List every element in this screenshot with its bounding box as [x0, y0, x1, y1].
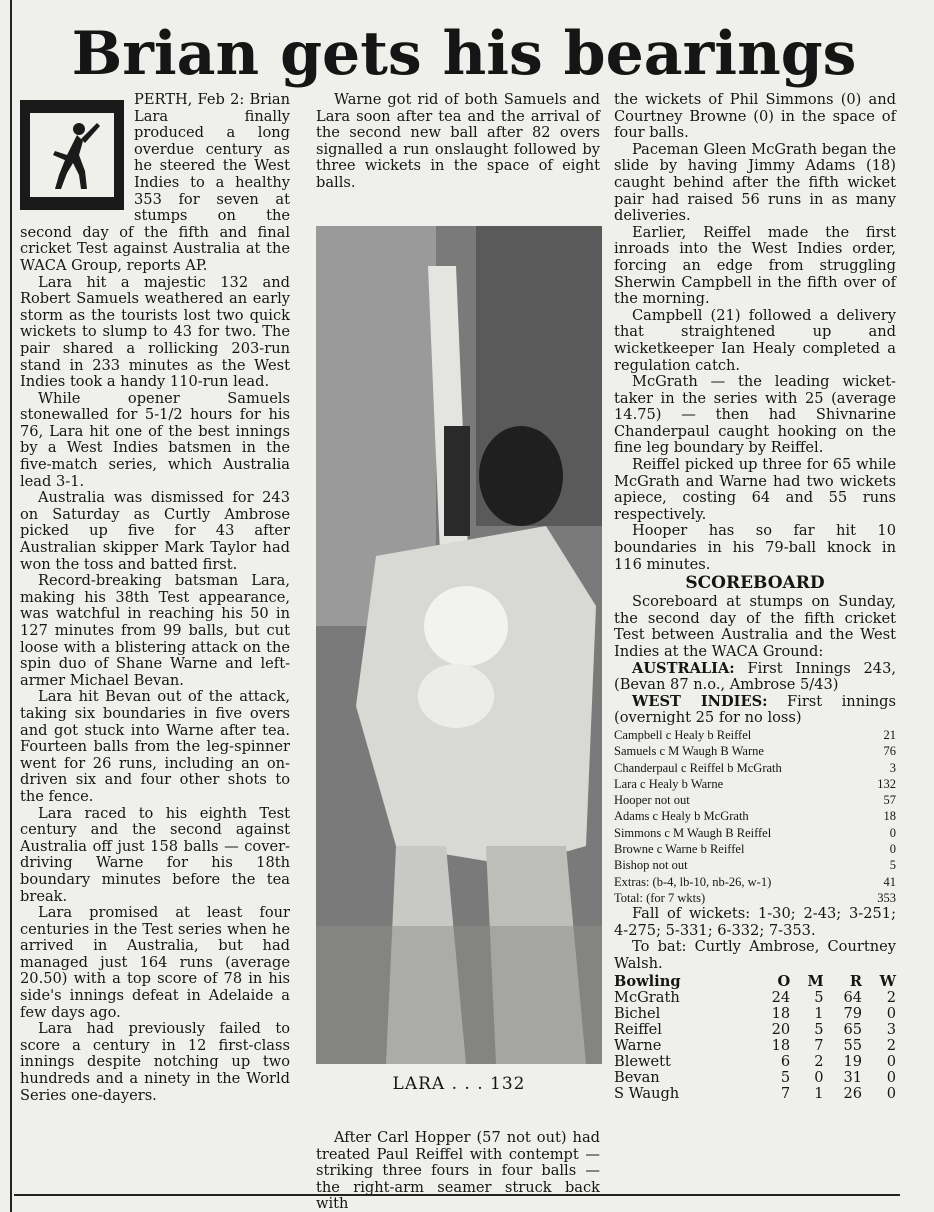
batsman-runs: 18 [883, 809, 896, 824]
bowling-row [614, 1006, 896, 1022]
west-indies-summary: First innings (overnight 25 for no loss) [614, 692, 896, 727]
scoreboard-title: SCOREBOARD [685, 573, 825, 594]
batting-row [614, 808, 896, 824]
bowler-wickets: 3 [886, 1020, 896, 1038]
article-paragraph: Australia was dismissed for 243 on Saturday as Curtly Ambrose picked up five for 43 after Australian skipper Mark Taylor had won the toss and batted first. [20, 489, 290, 573]
australia-summary: First Innings 243, (Bevan 87 n.o., Ambrose 5/43) [614, 659, 896, 694]
bowler-wickets: 0 [886, 1084, 896, 1102]
bowling-header-row [614, 974, 896, 990]
article-paragraph: Lara hit a majestic 132 and Robert Samuels weathered an early storm as the tourists lost two quick wickets to slump to 43 for two. The pair shared a rollicking 203-run stand in 233 minutes as the West Indies took a handy 110-run lead. [20, 273, 290, 391]
bowler-maidens: 5 [814, 1020, 824, 1038]
article-paragraph: McGrath — the leading wicket-taker in the series with 25 (average 14.75) — then had Shivnarine Chanderpaul caught hooking on the fine leg boundary by Reiffel. [614, 373, 896, 457]
batting-row [614, 776, 896, 792]
bowler-runs: 55 [843, 1036, 863, 1054]
bowler-maidens: 5 [814, 988, 824, 1006]
batting-row [614, 792, 896, 808]
bowler-name: Reiffel [614, 1020, 662, 1038]
batting-row [614, 890, 896, 906]
bowler-name: Bichel [614, 1004, 661, 1022]
article-paragraph: Lara hit Bevan out of the attack, taking six boundaries in five overs and got stuck into Warne after tea. Fourteen balls from the leg-spinner went for 26 runs, including an on-driven six and four other shots to the fence. [20, 688, 290, 805]
extras-runs: 41 [883, 874, 896, 889]
bowler-wickets: 0 [886, 1004, 896, 1022]
total-runs: 353 [877, 890, 896, 905]
bowling-row [614, 1038, 896, 1054]
batting-row [614, 743, 896, 759]
batting-row [614, 874, 896, 890]
batsman-runs: 0 [889, 825, 896, 840]
article-paragraph: Reiffel picked up three for 65 while McGrath and Warne had two wickets apiece, costing 64 and 55 runs respectively. [614, 456, 896, 523]
batsman-entry: Samuels c M Waugh B Warne [614, 744, 764, 759]
bowler-overs: 7 [780, 1084, 791, 1102]
batsman-runs: 5 [889, 858, 896, 873]
photo-caption: LARA . . . 132 [392, 1074, 526, 1094]
batsman-entry: Lara c Healy b Warne [614, 776, 724, 791]
bowler-runs: 64 [843, 988, 863, 1006]
bowler-overs: 6 [780, 1052, 791, 1070]
australia-label: AUSTRALIA: [632, 659, 735, 677]
batsman-entry: Adams c Healy b McGrath [614, 809, 749, 824]
australia-innings [614, 661, 896, 694]
article-column-3 [614, 92, 896, 1102]
bowler-name: Blewett [614, 1052, 671, 1070]
lara-batting-photo [316, 226, 602, 1064]
bowling-row [614, 1022, 896, 1038]
fall-of-wickets: Fall of wickets: 1-30; 2-43; 3-251; 4-275; 5-331; 6-332; 7-353. [614, 905, 896, 939]
article-paragraph: Record-breaking batsman Lara, making his 38th Test appearance, was watchful in reaching his 50 in 127 minutes from 99 balls, but cut loose with a blistering attack on the spin duo of Shane Warne and left-armer Michael Bevan. [20, 572, 290, 689]
bowling-header-name: Bowling [614, 972, 681, 990]
batsman-entry: Browne c Warne b Reiffel [614, 842, 745, 857]
article-paragraph: Warne got rid of both Samuels and Lara soon after tea and the arrival of the second new ball after 82 overs signalled a run onslaught followed by three wickets in the space of eight balls. [316, 91, 600, 191]
batting-scorecard [614, 727, 896, 906]
bowler-wickets: 0 [886, 1068, 896, 1086]
bowler-runs: 65 [843, 1020, 863, 1038]
bowling-row [614, 1054, 896, 1070]
bowler-maidens: 7 [814, 1036, 824, 1054]
article-paragraph: PERTH, Feb 2: Brian Lara finally produced a long overdue century as he steered the West Indies to a healthy 353 for seven at stumps on the second day of the fifth and final cricket Test against Australia at the WACA Group, reports AP. [20, 91, 290, 274]
batsman-runs: 76 [883, 744, 896, 759]
article-paragraph: After Carl Hopper (57 not out) had treated Paul Reiffel with contempt — striking three fours in four balls — the right-arm seamer struck back with [316, 1129, 600, 1212]
bowler-name: S Waugh [614, 1084, 680, 1102]
batsman-runs: 3 [889, 760, 896, 775]
bowler-overs: 18 [771, 1004, 791, 1022]
bowler-maidens: 2 [814, 1052, 824, 1070]
bowling-header-wickets: W [879, 972, 896, 990]
article-paragraph: Lara raced to his eighth Test century and the second against Australia off just 158 balls — cover-driving Warne for his 18th boundary minutes before the tea break. [20, 804, 290, 905]
bowler-name: Bevan [614, 1068, 660, 1086]
headline: Brian gets his bearings [71, 19, 857, 89]
article-column-2-bottom [316, 1130, 600, 1212]
batting-row [614, 760, 896, 776]
bowler-wickets: 2 [886, 988, 896, 1006]
west-indies-label: WEST INDIES: [632, 692, 768, 710]
bowler-name: McGrath [614, 988, 680, 1006]
bowling-row [614, 1070, 896, 1086]
article-paragraph: Paceman Gleen McGrath began the slide by having Jimmy Adams (18) caught behind after the fifth wicket pair had raised 56 runs in as many deliveries. [614, 140, 896, 225]
article-paragraph: Hooper has so far hit 10 boundaries in his 79-ball knock in 116 minutes. [614, 522, 896, 573]
bowling-header-overs: O [777, 972, 791, 990]
bowling-header-runs: R [849, 972, 863, 990]
bowling-row [614, 990, 896, 1006]
article-paragraph: Lara had previously failed to score a century in 12 first-class innings despite notching up two hundreds and a ninety in the World Series one-dayers. [20, 1020, 290, 1104]
batsman-entry: Hooper not out [614, 793, 690, 808]
bowler-runs: 26 [843, 1084, 863, 1102]
bowler-overs: 20 [771, 1020, 791, 1038]
total-entry: Total: (for 7 wkts) [614, 890, 706, 905]
left-column-rule [10, 0, 12, 1212]
cricket-batsman-icon [20, 100, 124, 210]
scoreboard-intro: Scoreboard at stumps on Sunday, the second day of the fifth cricket Test between Australia and the West Indies at the WACA Ground: [614, 593, 896, 660]
bowler-overs: 24 [771, 988, 791, 1006]
batsman-runs: 0 [889, 842, 896, 857]
bowler-wickets: 2 [886, 1036, 896, 1054]
bowler-runs: 31 [843, 1068, 863, 1086]
bowler-runs: 79 [843, 1004, 863, 1022]
batting-row [614, 727, 896, 743]
bowler-overs: 5 [780, 1068, 791, 1086]
article-column-2 [316, 92, 600, 192]
article-paragraph: the wickets of Phil Simmons (0) and Courtney Browne (0) in the space of four balls. [614, 91, 896, 142]
extras-entry: Extras: (b-4, lb-10, nb-26, w-1) [614, 874, 772, 889]
batsman-entry: Chanderpaul c Reiffel b McGrath [614, 760, 782, 775]
article-paragraph: Lara promised at least four centuries in the Test series when he arrived in Australia, but had managed just 164 runs (average 20.50) with a top score of 78 in his side's innings defeat in Adelaide a few days ago. [20, 904, 290, 1021]
bowling-row [614, 1086, 896, 1102]
article-paragraph: Campbell (21) followed a delivery that straightened up and wicketkeeper Ian Healy completed a regulation catch. [614, 306, 896, 374]
bowling-table [614, 974, 896, 1102]
batsman-entry: Simmons c M Waugh B Reiffel [614, 825, 772, 840]
west-indies-innings [614, 694, 896, 727]
batsman-entry: Bishop not out [614, 858, 688, 873]
bowler-runs: 19 [843, 1052, 863, 1070]
bowler-maidens: 1 [814, 1004, 824, 1022]
batting-row [614, 825, 896, 841]
batsman-entry: Campbell c Healy b Reiffel [614, 727, 752, 742]
bowler-wickets: 0 [886, 1052, 896, 1070]
batting-row [614, 857, 896, 873]
bowler-maidens: 0 [814, 1068, 824, 1086]
bowler-name: Warne [614, 1036, 662, 1054]
bowling-header-maidens: M [807, 972, 824, 990]
article-column-1 [20, 92, 290, 1104]
article-paragraph: While opener Samuels stonewalled for 5-1/2 hours for his 76, Lara hit one of the best innings by a West Indies batsmen in the five-match series, which Australia lead 3-1. [20, 389, 290, 490]
batsman-runs: 57 [883, 793, 896, 808]
bowler-overs: 18 [771, 1036, 791, 1054]
bowler-maidens: 1 [814, 1084, 824, 1102]
batsman-runs: 132 [877, 776, 896, 791]
batsman-runs: 21 [883, 727, 896, 742]
batting-row [614, 841, 896, 857]
article-paragraph: Earlier, Reiffel made the first inroads into the West Indies order, forcing an edge from struggling Sherwin Campbell in the fifth over of the morning. [614, 223, 896, 308]
to-bat: To bat: Curtly Ambrose, Courtney Walsh. [614, 938, 896, 973]
